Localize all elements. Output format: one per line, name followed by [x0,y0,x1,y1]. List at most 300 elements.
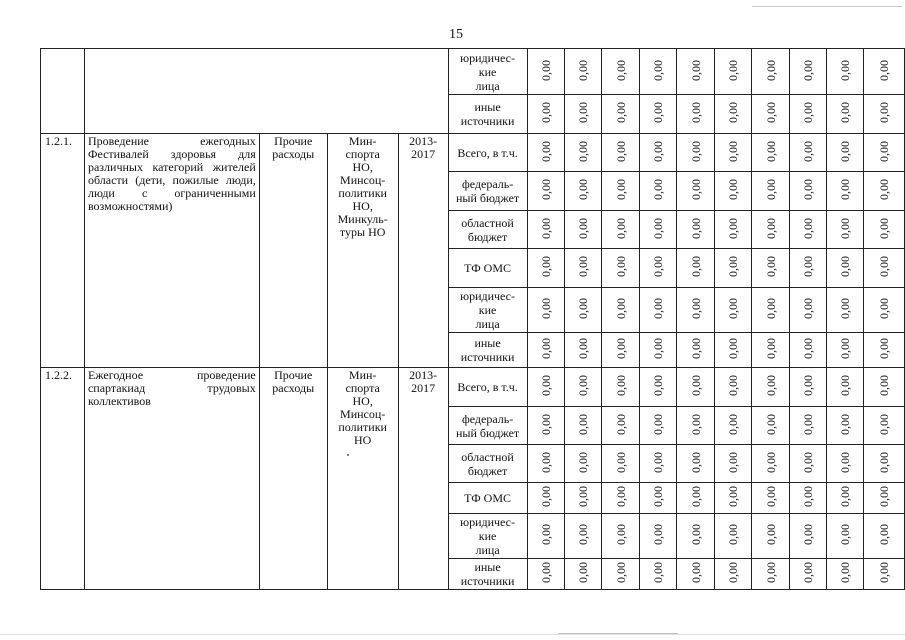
value-cell [565,514,602,559]
value-cell [640,49,677,95]
value-cell [752,95,790,134]
value-cell [715,134,752,172]
value-cell [715,249,752,288]
value-cell [863,407,904,445]
value-text: 0,00 [763,59,778,81]
value-cell [715,559,752,590]
value-text: 0,00 [539,102,554,123]
value-cell [602,445,640,483]
value-text: 0,00 [876,338,891,359]
value-text: 0,00 [613,486,628,507]
value-cell [715,483,752,514]
value-text: 0,00 [876,179,891,200]
funding-source-cell: областной бюджет [448,445,527,483]
table-row [41,49,905,95]
value-text: 0,00 [539,217,554,239]
value-text: 0,00 [688,102,703,123]
value-cell [527,514,565,559]
value-text: 0,00 [838,562,853,583]
empty-code-cell [41,49,85,134]
value-cell [752,368,790,407]
expense-type: Прочие расходы [259,134,327,368]
value-text: 0,00 [688,486,703,507]
item-code: 1.2.2. [41,368,85,590]
value-cell [602,134,640,172]
value-cell [677,95,715,134]
value-text: 0,00 [801,451,816,473]
funding-source-cell: юридичес- кие лица [448,514,527,559]
value-text: 0,00 [763,140,778,162]
value-cell [790,211,827,249]
value-cell [602,288,640,333]
value-cell [677,49,715,95]
value-cell [715,95,752,134]
value-cell [527,95,565,134]
value-cell [715,514,752,559]
expense-type: Прочие расходы [259,368,327,590]
value-text: 0,00 [576,256,591,277]
value-text: 0,00 [688,179,703,200]
funding-source-cell: Всего, в т.ч. [448,368,527,407]
value-text: 0,00 [539,375,554,396]
value-cell [715,49,752,95]
value-cell [640,445,677,483]
value-cell [602,407,640,445]
value-cell [527,211,565,249]
value-cell [640,368,677,407]
value-text: 0,00 [688,59,703,81]
value-cell [677,368,715,407]
value-cell [827,559,864,590]
value-text: 0,00 [763,338,778,359]
value-text: 0,00 [651,298,666,319]
value-cell [565,407,602,445]
value-text: 0,00 [688,217,703,239]
value-cell [827,95,864,134]
value-text: 0,00 [539,179,554,200]
value-cell [790,483,827,514]
value-cell [602,211,640,249]
value-cell [602,483,640,514]
value-text: 0,00 [726,298,741,319]
value-cell [827,49,864,95]
value-text: 0,00 [688,338,703,359]
value-cell [640,483,677,514]
value-text: 0,00 [613,524,628,545]
funding-source-cell: иные источники [448,333,527,368]
value-text: 0,00 [876,298,891,319]
value-cell [790,95,827,134]
value-text: 0,00 [838,140,853,162]
value-cell [527,172,565,211]
value-cell [565,134,602,172]
value-text: 0,00 [576,338,591,359]
value-cell [715,172,752,211]
value-text: 0,00 [576,562,591,583]
table-row [41,134,905,172]
value-text: 0,00 [876,562,891,583]
value-cell [715,333,752,368]
value-text: 0,00 [539,140,554,162]
value-text: 0,00 [876,217,891,239]
value-cell [677,288,715,333]
value-text: 0,00 [726,102,741,123]
value-text: 0,00 [688,298,703,319]
value-text: 0,00 [651,179,666,200]
value-cell [602,95,640,134]
value-cell [827,288,864,333]
value-text: 0,00 [763,217,778,239]
value-cell [752,514,790,559]
value-text: 0,00 [763,256,778,277]
value-text: 0,00 [876,413,891,435]
value-cell [640,134,677,172]
table-body [41,49,905,590]
value-text: 0,00 [726,140,741,162]
value-cell [640,249,677,288]
value-text: 0,00 [838,102,853,123]
value-text: 0,00 [726,217,741,239]
value-cell [752,445,790,483]
value-cell [677,211,715,249]
value-cell [715,445,752,483]
value-cell [677,333,715,368]
item-title: Ежегодное проведение спартакиад трудовых коллективов [84,368,259,590]
scan-artifact-line [752,6,902,7]
value-cell [790,172,827,211]
value-text: 0,00 [613,256,628,277]
executor: Мин- спорта НО, Минсоц- политики НО [327,368,398,590]
value-text: 0,00 [726,375,741,396]
value-text: 0,00 [539,451,554,473]
value-cell [715,407,752,445]
value-cell [863,483,904,514]
value-cell [752,483,790,514]
value-cell [640,288,677,333]
value-cell [790,368,827,407]
value-cell [863,249,904,288]
value-cell [863,49,904,95]
value-cell [752,211,790,249]
value-cell [752,288,790,333]
value-cell [863,368,904,407]
value-cell [640,559,677,590]
value-text: 0,00 [838,375,853,396]
value-text: 0,00 [651,486,666,507]
value-cell [677,483,715,514]
value-text: 0,00 [876,140,891,162]
value-text: 0,00 [576,524,591,545]
value-cell [752,249,790,288]
value-text: 0,00 [838,486,853,507]
value-cell [527,333,565,368]
budget-table [40,48,905,590]
value-cell [565,445,602,483]
value-text: 0,00 [613,298,628,319]
value-text: 0,00 [576,375,591,396]
funding-source-cell: областной бюджет [448,211,527,249]
value-text: 0,00 [651,338,666,359]
value-text: 0,00 [539,256,554,277]
value-text: 0,00 [838,298,853,319]
value-text: 0,00 [876,486,891,507]
value-cell [827,483,864,514]
empty-description-cell [84,49,448,134]
value-cell [863,514,904,559]
value-cell [640,95,677,134]
value-cell [677,559,715,590]
value-text: 0,00 [801,338,816,359]
value-text: 0,00 [838,179,853,200]
value-text: 0,00 [613,338,628,359]
value-cell [677,445,715,483]
item-title: Проведение ежегодных Фестивалей здоровья для различных категорий жителей области (дети, пожилые люди, люди с ограниченными возможностями) [84,134,259,368]
value-cell [863,172,904,211]
value-text: 0,00 [651,413,666,435]
value-cell [602,333,640,368]
value-cell [527,134,565,172]
value-text: 0,00 [838,413,853,435]
value-text: 0,00 [539,298,554,319]
value-cell [715,368,752,407]
value-cell [790,559,827,590]
scan-artifact-line [558,633,678,634]
value-text: 0,00 [801,298,816,319]
table-row [41,368,905,407]
value-text: 0,00 [651,375,666,396]
value-cell [863,333,904,368]
value-cell [527,288,565,333]
value-cell [565,95,602,134]
value-cell [827,172,864,211]
value-cell [715,288,752,333]
value-text: 0,00 [613,179,628,200]
value-cell [565,211,602,249]
value-text: 0,00 [576,451,591,473]
value-cell [790,333,827,368]
value-cell [565,172,602,211]
value-cell [752,172,790,211]
value-text: 0,00 [726,524,741,545]
value-cell [565,559,602,590]
value-cell [677,172,715,211]
value-text: 0,00 [763,375,778,396]
value-cell [565,49,602,95]
funding-source-cell: федераль- ный бюджет [448,407,527,445]
value-text: 0,00 [539,413,554,435]
value-text: 0,00 [876,524,891,545]
value-cell [602,49,640,95]
value-cell [677,134,715,172]
value-text: 0,00 [801,179,816,200]
value-text: 0,00 [763,562,778,583]
value-cell [602,172,640,211]
value-text: 0,00 [688,524,703,545]
value-text: 0,00 [763,413,778,435]
value-cell [863,211,904,249]
value-text: 0,00 [801,524,816,545]
value-text: 0,00 [876,102,891,123]
value-text: 0,00 [688,140,703,162]
value-text: 0,00 [576,59,591,81]
value-text: 0,00 [876,256,891,277]
value-cell [827,445,864,483]
value-cell [790,445,827,483]
value-cell [827,134,864,172]
value-cell [790,249,827,288]
funding-source-cell: юридичес- кие лица [448,288,527,333]
value-text: 0,00 [763,298,778,319]
value-text: 0,00 [576,102,591,123]
value-cell [602,559,640,590]
value-text: 0,00 [688,256,703,277]
value-text: 0,00 [726,486,741,507]
value-cell [527,49,565,95]
funding-source-cell: ТФ ОМС [448,483,527,514]
value-text: 0,00 [651,256,666,277]
value-text: 0,00 [726,413,741,435]
value-text: 0,00 [726,256,741,277]
value-text: 0,00 [838,451,853,473]
value-cell [827,514,864,559]
value-cell [527,368,565,407]
value-text: 0,00 [688,413,703,435]
value-text: 0,00 [763,486,778,507]
value-cell [602,514,640,559]
value-text: 0,00 [801,102,816,123]
value-text: 0,00 [726,562,741,583]
value-text: 0,00 [539,59,554,81]
period: 2013- 2017 [398,134,448,368]
value-text: 0,00 [726,59,741,81]
value-cell [527,445,565,483]
value-text: 0,00 [539,338,554,359]
value-text: 0,00 [576,413,591,435]
value-cell [677,407,715,445]
value-cell [527,407,565,445]
value-cell [527,559,565,590]
value-text: 0,00 [539,524,554,545]
period: 2013- 2017 [398,368,448,590]
value-text: 0,00 [801,375,816,396]
value-text: 0,00 [801,140,816,162]
value-cell [790,49,827,95]
funding-source-cell: иные источники [448,559,527,590]
value-cell [565,288,602,333]
value-text: 0,00 [651,140,666,162]
value-text: 0,00 [801,217,816,239]
funding-source-cell: ТФ ОМС [448,249,527,288]
value-text: 0,00 [763,451,778,473]
value-text: 0,00 [838,338,853,359]
value-cell [602,249,640,288]
funding-source-cell: Всего, в т.ч. [448,134,527,172]
value-cell [565,249,602,288]
value-cell [863,134,904,172]
value-text: 0,00 [539,486,554,507]
value-text: 0,00 [726,451,741,473]
value-text: 0,00 [613,562,628,583]
value-cell [752,407,790,445]
value-text: 0,00 [613,413,628,435]
value-cell [715,211,752,249]
value-text: 0,00 [651,451,666,473]
value-cell [677,514,715,559]
value-text: 0,00 [876,59,891,81]
value-text: 0,00 [801,256,816,277]
value-cell [640,172,677,211]
value-text: 0,00 [576,179,591,200]
value-text: 0,00 [688,562,703,583]
value-text: 0,00 [576,486,591,507]
value-cell [752,559,790,590]
value-cell [640,333,677,368]
value-text: 0,00 [613,375,628,396]
value-text: 0,00 [801,59,816,81]
value-text: 0,00 [613,451,628,473]
value-cell [565,483,602,514]
value-cell [827,368,864,407]
value-cell [602,368,640,407]
value-text: 0,00 [763,179,778,200]
page-number: 15 [449,27,463,42]
value-cell [827,211,864,249]
scan-artifact-line [0,634,905,635]
value-cell [527,483,565,514]
value-text: 0,00 [726,179,741,200]
value-cell [827,249,864,288]
funding-source-cell: юридичес- кие лица [448,49,527,95]
value-text: 0,00 [838,59,853,81]
value-text: 0,00 [876,375,891,396]
funding-source-cell: федераль- ный бюджет [448,172,527,211]
value-cell [527,249,565,288]
value-text: 0,00 [726,338,741,359]
value-text: 0,00 [651,562,666,583]
value-text: 0,00 [838,217,853,239]
value-cell [863,445,904,483]
value-text: 0,00 [801,413,816,435]
value-cell [790,288,827,333]
value-cell [752,134,790,172]
executor: Мин- спорта НО, Минсоц- политики НО, Минкуль- туры НО [327,134,398,368]
value-cell [640,211,677,249]
value-cell [827,407,864,445]
value-cell [863,288,904,333]
value-cell [752,49,790,95]
item-code: 1.2.1. [41,134,85,368]
value-text: 0,00 [613,217,628,239]
value-text: 0,00 [613,59,628,81]
value-cell [640,407,677,445]
value-text: 0,00 [651,524,666,545]
value-text: 0,00 [613,102,628,123]
funding-source-cell: иные источники [448,95,527,134]
value-text: 0,00 [576,140,591,162]
value-text: 0,00 [576,298,591,319]
value-text: 0,00 [613,140,628,162]
value-text: 0,00 [576,217,591,239]
value-cell [863,559,904,590]
value-text: 0,00 [651,59,666,81]
value-text: 0,00 [539,562,554,583]
value-text: 0,00 [763,524,778,545]
value-cell [790,134,827,172]
value-text: 0,00 [838,524,853,545]
value-text: 0,00 [651,217,666,239]
value-text: 0,00 [801,562,816,583]
value-text: 0,00 [876,451,891,473]
